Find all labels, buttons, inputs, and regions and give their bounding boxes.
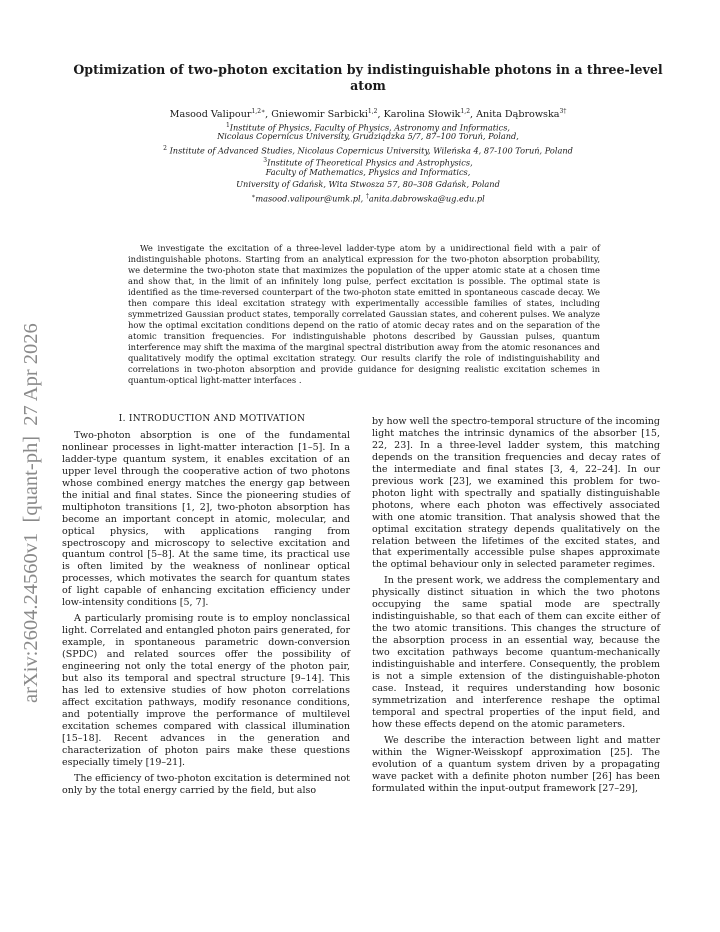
affiliation-text: Institute of Physics, Faculty of Physics, Astronomy and Informatics, [229,122,511,133]
affiliation-text: Nicolaus Copernicus University, Grudziądzka 5/7, 87–100 Toruń, Poland, [217,131,519,141]
email-text: anita.dabrowska@ug.edu.pl [368,193,485,204]
arxiv-identifier-stamp [6,245,46,705]
author-name: , Anita Dąbrowska [470,109,560,121]
body-paragraph: A particularly promising route is to employ nonclassical light. Correlated and entangled photon pairs generated, for example, in spontaneous parametric down-conversion (SPDC) and related sources offer the possibility of engineering not only the total energy of the photon pair, but also its temporal and spectral structure [9–14]. This has led to extensive studies of how photon correlations affect excitation pathways, modify resonance conditions, and potentially improve the performance of multilevel excitation schemes compared with classical illumination [15–18]. Recent advances in the generation and characterization of photon pairs make these questions especially timely [19–21]. [62,613,350,768]
affiliation-line [72,179,664,190]
author-list [72,106,664,121]
paper-title: Optimization of two-photon excitation by indistinguishable photons in a three-level atom [73,62,663,93]
arxiv-identifier-text: arXiv:2604.24560v1 [quant-ph] 27 Apr 2026 [20,323,42,703]
author-affiliation-mark: 1,2 [367,108,378,115]
author-affiliation-mark: 3† [559,108,567,115]
author-name: , Karolina Słowik [377,109,461,121]
author-name: Masood Valipour [169,109,252,121]
affiliation-line [72,167,664,178]
author-affiliation-mark: 1,2∗ [251,108,266,115]
affiliation-text: Faculty of Mathematics, Physics and Informatics, [265,167,471,177]
affiliation-text: Institute of Advanced Studies, Nicolaus Copernicus University, Wileńska 4, 87-100 Toruń, Poland [166,145,573,156]
affiliation-mark: 2 [163,145,167,152]
affiliation-line [72,131,664,142]
abstract: We investigate the excitation of a three-level ladder-type atom by a unidirectional field with a pair of indistinguishable photons. Starting from an analytical expression for the two-photon absorption probability, we determine the two-photon state that maximizes the population of the upper atomic state at a chosen time and show that, in the limit of an infinitely long pulse, perfect excitation is possible. The optimal state is identified as the time-reversed counterpart of the two-photon state emitted in spontaneous cascade decay. We then compare this ideal excitation strategy with experimentally accessible families of states, including symmetrized Gaussian product states, temporally correlated Gaussian states, and coherent pulses. We analyze how the optimal excitation conditions depend on the ratio of atomic decay rates and on the separation of the atomic transition frequencies. For indistinguishable photons described by Gaussian pulses, quantum interference may shift the maxima of the marginal spectral distribution away from the atomic resonances and qualitatively modify the optimal excitation strategy. Our results clarify the role of indistinguishability and correlations in two-photon absorption and provide guidance for designing realistic excitation schemes in quantum-optical light-matter interfaces . [128,243,600,385]
right-column [372,416,660,795]
body-paragraph: In the present work, we address the complementary and physically distinct situation in which the two photons occupying the same spatial mode are spectrally indistinguishable, so that each of them can excite either of the two atomic transitions. This changes the structure of the absorption process in an essential way, because the two excitation pathways become quantum-mechanically indistinguishable and interfere. Consequently, the problem is not a simple extension of the distinguishable-photon case. Instead, it requires understanding how bosonic symmetrization and interference reshape the optimal temporal and spectral properties of the input field, and how these effects depend on the atomic parameters. [372,575,660,730]
body-paragraph: We describe the interaction between light and matter within the Wigner-Weisskopf approximation [25]. The evolution of a quantum system driven by a propagating wave packet with a definite photon number [26] has been formulated within the input-output framework [27–29], [372,734,660,794]
author-name: , Gniewomir Sarbicki [265,109,368,121]
left-column [62,414,350,797]
body-paragraph: by how well the spectro-temporal structure of the incoming light matches the intrinsic dynamics of the absorber [15, 22, 23]. In a three-level ladder system, this matching depends on the transition frequencies and decay rates of the intermediate and final states [3, 4, 22–24]. In our previous work [23], we examined this problem for two-photon light with spectrally and spatially distinguishable photons, where each photon was effectively associated with one atomic transition. That analysis showed that the optimal excitation strategy depends qualitatively on the relation between the lifetimes of the excited states, and that experimentally accessible pulse shapes approximate the optimal behaviour only in selected parameter regimes. [372,416,660,571]
body-paragraph: The efficiency of two-photon excitation is determined not only by the total energy carried by the field, but also [62,772,350,796]
author-affiliation-mark: 1,2 [460,108,471,115]
affiliation-mark: 3 [263,157,268,164]
affiliation-mark: 1 [225,122,230,129]
affiliation-line [72,191,664,205]
affiliation-text: Institute of Theoretical Physics and Astrophysics, [267,157,473,168]
affiliation-mark: † [365,193,369,200]
affiliation-mark: ∗ [251,193,256,200]
body-paragraph: Two-photon absorption is one of the fundamental nonlinear processes in light-matter interaction [1–5]. In a ladder-type quantum system, it enables excitation of an upper level through the cooperative action of two photons whose combined energy matches the energy gap between the initial and final states. Since the pioneering studies of multiphoton transitions [1, 2], two-photon absorption has become an important concept in atomic, molecular, and optical physics, with applications ranging from spectroscopy and microscopy to selective excitation and quantum control [5–8]. At the same time, its practical use is often limited by the weakness of nonlinear optical processes, which motivates the search for quantum states of light capable of enhancing excitation efficiency under low-intensity conditions [5, 7]. [62,429,350,609]
email-text: masood.valipour@umk.pl, [255,193,366,204]
section-heading: I. INTRODUCTION AND MOTIVATION [118,414,306,424]
affiliation-text: University of Gdańsk, Wita Stwosza 57, 80–308 Gdańsk, Poland [236,179,500,189]
